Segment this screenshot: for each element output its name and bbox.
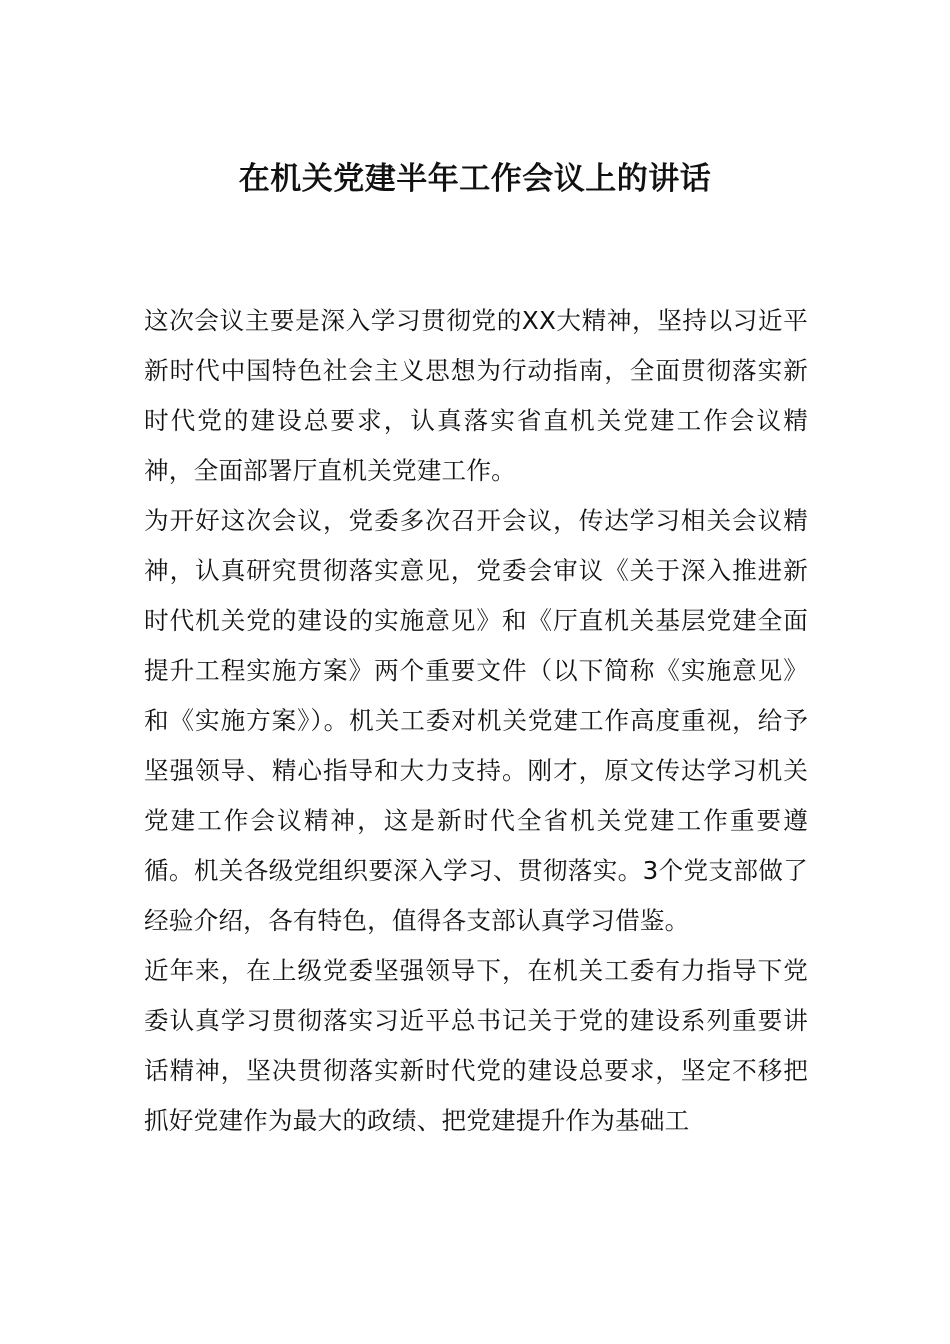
page-title: 在机关党建半年工作会议上的讲话 [238,161,712,197]
document-body [144,296,808,1146]
paragraph-1: 这次会议主要是深入学习贯彻党的XX大精神，坚持以习近平新时代中国特色社会主义思想为行动指南，全面贯彻落实新时代党的建设总要求，认真落实省直机关党建工作会议精神，全面部署厅直机关党建工作。 [144,306,808,485]
paragraph-3: 近年来，在上级党委坚强领导下，在机关工委有力指导下党委认真学习贯彻落实习近平总书记关于党的建设系列重要讲话精神，坚决贯彻落实新时代党的建设总要求，坚定不移把抓好党建作为最大的政绩、把党建提升作为基础工 [144,956,808,1135]
paragraph-2: 为开好这次会议，党委多次召开会议，传达学习相关会议精神，认真研究贯彻落实意见，党委会审议《关于深入推进新时代机关党的建设的实施意见》和《厅直机关基层党建全面提升工程实施方案》两个重要文件（以下简称《实施意见》和《实施方案》）。机关工委对机关党建工作高度重视，给予坚强领导、精心指导和大力支持。刚才，原文传达学习机关党建工作会议精神，这是新时代全省机关党建工作重要遵循。机关各级党组织要深入学习、贯彻落实。3个党支部做了经验介绍，各有特色，值得各支部认真学习借鉴。 [144,506,808,935]
